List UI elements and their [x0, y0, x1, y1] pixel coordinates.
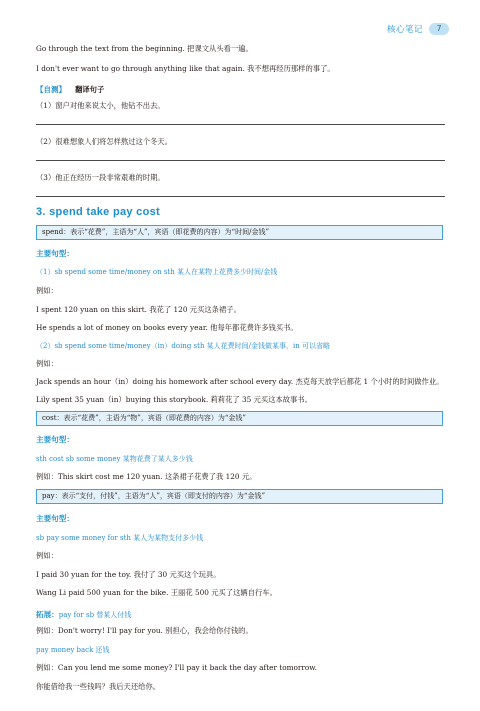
answer-line-3 — [36, 196, 445, 197]
cost-pattern-label: 主要句型： — [36, 435, 74, 444]
cost-pattern: sth cost sb some money 某物花费了某人多少钱 — [36, 455, 193, 463]
pay-extension-pattern: pay for sb 替某人付钱 — [58, 611, 132, 619]
pay-pattern-label: 主要句型： — [36, 514, 74, 523]
answer-line-2 — [36, 160, 445, 161]
page-number-badge: 7 — [429, 23, 449, 35]
spend-example-label-1: 例如： — [36, 286, 58, 295]
spend-pattern-1: （1）sb spend some time/money on sth 某人在某物上花费多少时间/金钱 — [36, 268, 278, 276]
spend-example-4: Lily spent 35 yuan（in）buying this storybook. 莉莉花了 35 元买这本故事书。 — [36, 395, 312, 404]
page-header — [387, 22, 449, 36]
cost-example: 例如：This skirt cost me 120 yuan. 这条裙子花费了我 120 元。 — [36, 472, 257, 481]
section-heading: 3. spend take pay cost — [36, 206, 160, 218]
spend-example-3: Jack spends an hour（in）doing his homework after school every day. 杰克每天放学后都花 1 个小时的时间做作业。 — [36, 377, 444, 386]
spend-example-1: I spent 120 yuan on this skirt. 我花了 120 元买这条裙子。 — [36, 305, 241, 314]
self-test-tag: 【自测】 — [36, 85, 66, 94]
spend-example-2: He spends a lot of money on books every year. 他每年都花费许多钱买书。 — [36, 323, 298, 332]
spend-pattern-2: （2）sb spend some time/money（in）doing sth 某人花费时间/金钱做某事，in 可以省略 — [36, 342, 331, 350]
self-test-title: 翻译句子 — [75, 85, 105, 94]
pay-definition-box: pay：表示“支付，付钱”，主语为“人”，宾语（即支付的内容）为“金钱” — [36, 489, 443, 504]
pay-extension-label: 拓展： — [36, 610, 59, 619]
pay-extension — [36, 607, 131, 620]
pay-example-1: I paid 30 yuan for the toy. 我付了 30 元买这个玩具。 — [36, 570, 221, 579]
pay-example-label: 例如： — [36, 551, 58, 560]
cost-definition-box: cost：表示“花费”，主语为“物”，宾语（即花费的内容）为“金钱” — [36, 411, 443, 426]
pay-extension-example: 例如：Don't worry! I'll pay for you. 别担心，我会给你付钱的。 — [36, 626, 253, 635]
intro-line-1: Go through the text from the beginning. 把课文从头看一遍。 — [36, 44, 253, 53]
self-test-item-3: （3）他正在经历一段非常艰难的时期。 — [36, 173, 165, 182]
self-test-heading — [36, 82, 104, 95]
pay-example-2: Wang Li paid 500 yuan for the bike. 王丽花 500 元买了这辆自行车。 — [36, 588, 277, 597]
spend-definition-box: spend：表示“花费”，主语为“人”，宾语（即花费的内容）为“时间/金钱” — [36, 225, 443, 240]
pay-back-example-1: 例如：Can you lend me some money? I'll pay it back the day after tomorrow. — [36, 663, 317, 672]
spend-example-label-2: 例如： — [36, 359, 58, 368]
header-title: 核心笔记 — [386, 25, 423, 35]
self-test-item-2: （2）很难想象人们将怎样熬过这个冬天。 — [36, 137, 172, 146]
pay-back-example-2: 你能借给我一些钱吗？我后天还给你。 — [36, 682, 161, 691]
intro-line-2: I don't ever want to go through anything like that again. 我不想再经历那样的事了。 — [36, 64, 335, 73]
spend-pattern-label: 主要句型： — [36, 249, 74, 258]
pay-back-pattern: pay money back 还钱 — [36, 646, 110, 654]
self-test-item-1: （1）窗户对他来说太小，他钻不出去。 — [36, 101, 165, 110]
answer-line-1 — [36, 124, 445, 125]
pay-pattern: sb pay some money for sth 某人为某物支付多少钱 — [36, 534, 204, 542]
